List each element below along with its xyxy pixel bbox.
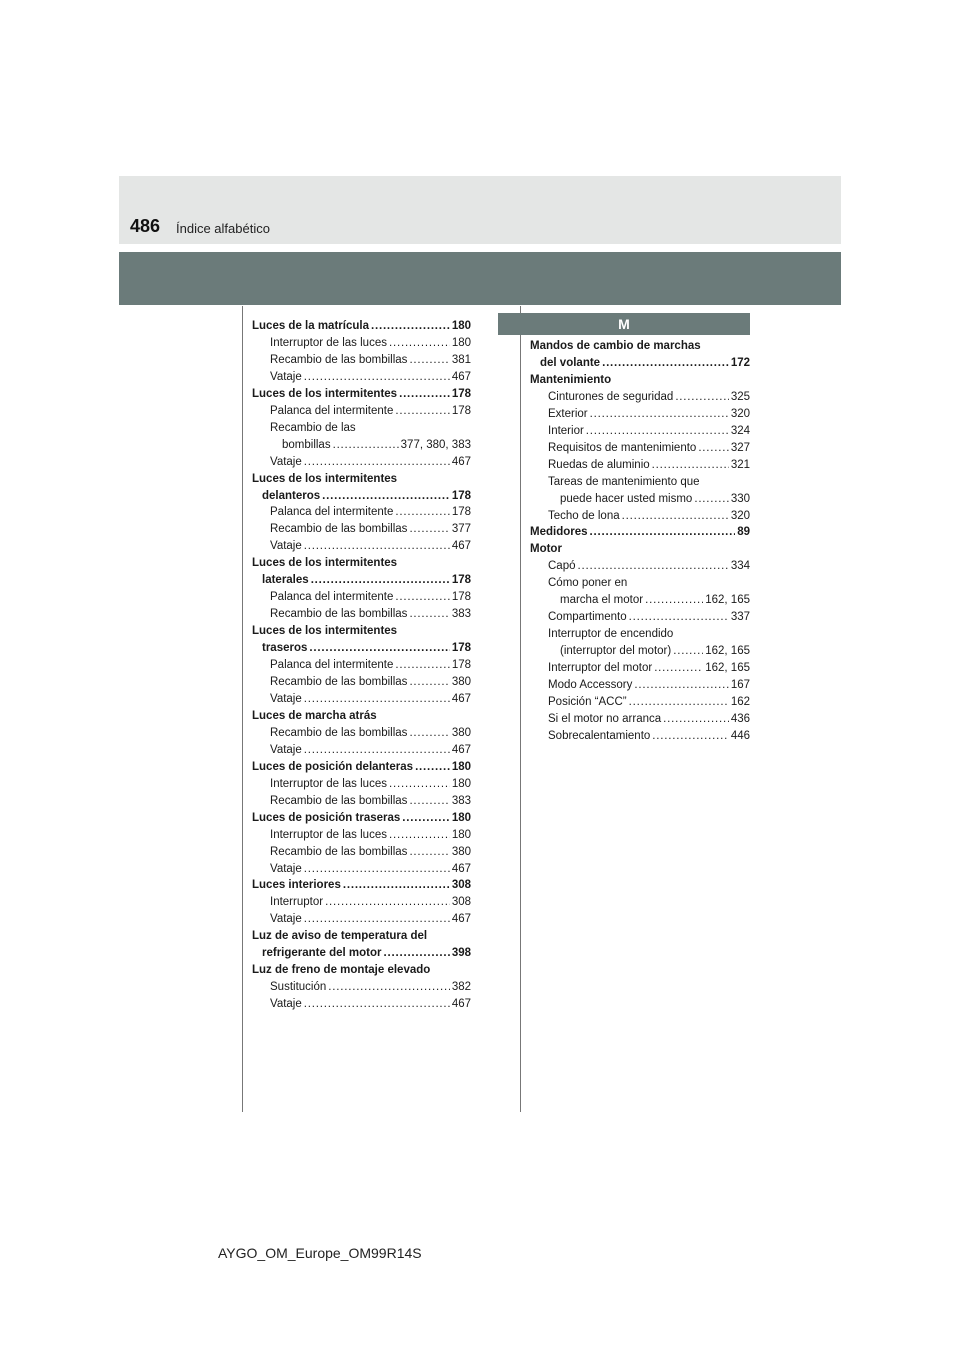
index-term: Recambio de las bombillas — [270, 608, 408, 621]
index-entry — [530, 660, 750, 677]
page-reference: 398 — [451, 947, 471, 960]
index-term: Interruptor del motor — [548, 662, 653, 675]
index-entry — [252, 725, 471, 742]
page-reference: 467 — [451, 692, 471, 705]
index-term: Interruptor de encendido — [548, 628, 674, 641]
index-term: Posición “ACC” — [548, 696, 627, 709]
index-term: Palanca del intermitente — [270, 591, 394, 604]
leader-dots — [384, 945, 450, 962]
page-reference: 178 — [451, 489, 471, 502]
index-term: Interruptor de las luces — [270, 336, 387, 349]
index-term: Vataje — [270, 370, 302, 383]
index-entry — [530, 474, 750, 491]
leader-dots — [622, 508, 729, 525]
index-term: Recambio de las bombillas — [270, 676, 408, 689]
leader-dots — [328, 979, 450, 996]
leader-dots — [409, 606, 449, 623]
index-entry — [252, 420, 471, 437]
page-reference: 383 — [451, 794, 471, 807]
index-entry — [252, 827, 471, 844]
leader-dots — [586, 423, 729, 440]
page-reference: 308 — [451, 879, 471, 892]
index-entry — [530, 541, 750, 558]
leader-dots — [409, 352, 449, 369]
leader-dots — [395, 403, 449, 420]
leader-dots — [304, 538, 450, 555]
index-entry — [530, 372, 750, 389]
page-reference: 467 — [451, 998, 471, 1011]
index-entry — [252, 877, 471, 894]
index-term: Luces de posición traseras — [252, 811, 401, 824]
leader-dots — [304, 691, 450, 708]
index-term: Tareas de mantenimiento que — [548, 475, 700, 488]
index-term: Requisitos de mantenimiento — [548, 441, 697, 454]
page-reference: 321 — [730, 458, 750, 471]
leader-dots — [629, 609, 729, 626]
index-term: Palanca del intermitente — [270, 659, 394, 672]
page-reference: 467 — [451, 913, 471, 926]
page-reference: 178 — [451, 404, 471, 417]
index-term: Luces de los intermitentes — [252, 472, 398, 485]
index-term: Luces de los intermitentes — [252, 387, 398, 400]
page-reference: 178 — [451, 591, 471, 604]
index-entry — [530, 457, 750, 474]
leader-dots — [304, 454, 450, 471]
index-entry — [252, 471, 471, 488]
index-entry — [530, 491, 750, 508]
leader-dots — [389, 335, 450, 352]
index-entry — [530, 626, 750, 643]
page-reference: 162 — [730, 696, 750, 709]
index-term: Cinturones de seguridad — [548, 390, 674, 403]
leader-dots — [698, 440, 729, 457]
leader-dots — [389, 827, 450, 844]
leader-dots — [673, 643, 703, 660]
page-reference: 467 — [451, 862, 471, 875]
page-reference: 377, 380, 383 — [400, 438, 471, 451]
index-term: Vataje — [270, 862, 302, 875]
leader-dots — [415, 759, 450, 776]
page-reference: 381 — [451, 353, 471, 366]
page-reference: 325 — [730, 390, 750, 403]
index-term: Si el motor no arranca — [548, 712, 662, 725]
page-reference: 180 — [451, 828, 471, 841]
page-reference: 467 — [451, 743, 471, 756]
leader-dots — [395, 504, 449, 521]
index-entry — [252, 504, 471, 521]
page-reference: 327 — [730, 441, 750, 454]
index-term: Vataje — [270, 455, 302, 468]
page-reference: 380 — [451, 676, 471, 689]
section-title: Índice alfabético — [176, 221, 270, 236]
index-entry — [530, 524, 750, 541]
index-entry — [252, 606, 471, 623]
index-entry — [530, 575, 750, 592]
index-entry — [530, 609, 750, 626]
leader-dots — [654, 660, 703, 677]
index-term: delanteros — [262, 489, 321, 502]
manual-code: AYGO_OM_Europe_OM99R14S — [218, 1245, 422, 1261]
page-reference: 320 — [730, 509, 750, 522]
page-reference: 180 — [451, 777, 471, 790]
index-term: Vataje — [270, 540, 302, 553]
index-term: Luces de los intermitentes — [252, 557, 398, 570]
column-rule-right — [520, 306, 521, 1112]
index-term: marcha el motor — [560, 594, 644, 607]
index-term: Recambio de las bombillas — [270, 353, 408, 366]
leader-dots — [409, 725, 449, 742]
leader-dots — [602, 355, 729, 372]
leader-dots — [652, 457, 729, 474]
index-entry — [252, 521, 471, 538]
page-reference: 324 — [730, 424, 750, 437]
page-reference: 334 — [730, 560, 750, 573]
index-term: Luces de los intermitentes — [252, 625, 398, 638]
page-reference: 162, 165 — [705, 662, 750, 675]
leader-dots — [409, 674, 449, 691]
letter-heading: M — [498, 313, 750, 335]
index-term: Motor — [530, 543, 562, 556]
page-reference: 178 — [451, 642, 471, 655]
index-entry — [252, 640, 471, 657]
index-term: Vataje — [270, 692, 302, 705]
index-entry — [530, 389, 750, 406]
index-entry — [252, 708, 471, 725]
index-entry — [252, 928, 471, 945]
index-entry — [252, 861, 471, 878]
leader-dots — [371, 318, 450, 335]
index-term: Sustitución — [270, 981, 327, 994]
index-entry — [252, 352, 471, 369]
index-term: (interruptor del motor) — [560, 645, 672, 658]
index-entry — [530, 677, 750, 694]
page-reference: 436 — [730, 712, 750, 725]
index-term: Luces de posición delanteras — [252, 760, 414, 773]
leader-dots — [634, 677, 728, 694]
index-entry — [252, 386, 471, 403]
page-reference: 162, 165 — [705, 645, 750, 658]
index-entry — [530, 694, 750, 711]
index-entry — [252, 538, 471, 555]
page-reference: 467 — [451, 540, 471, 553]
page-reference: 180 — [451, 336, 471, 349]
index-term: Palanca del intermitente — [270, 506, 394, 519]
index-entry — [530, 592, 750, 609]
leader-dots — [333, 437, 399, 454]
index-term: Recambio de las — [270, 421, 356, 434]
index-entry — [530, 406, 750, 423]
index-term: Cómo poner en — [548, 577, 628, 590]
index-term: Interruptor — [270, 896, 324, 909]
index-entry — [252, 691, 471, 708]
index-entry — [252, 335, 471, 352]
index-column-right — [530, 338, 750, 745]
index-entry — [530, 423, 750, 440]
index-entry — [252, 437, 471, 454]
leader-dots — [304, 996, 450, 1013]
index-entry — [252, 793, 471, 810]
leader-dots — [590, 406, 729, 423]
leader-dots — [304, 369, 450, 386]
index-entry — [530, 643, 750, 660]
leader-dots — [325, 894, 450, 911]
index-term: Luz de aviso de temperatura del — [252, 930, 428, 943]
leader-dots — [578, 558, 729, 575]
leader-dots — [304, 861, 450, 878]
page-reference: 178 — [451, 387, 471, 400]
leader-dots — [309, 640, 449, 657]
index-term: Modo Accessory — [548, 679, 633, 692]
index-term: Vataje — [270, 913, 302, 926]
page-reference: 89 — [737, 526, 750, 539]
index-entry — [530, 355, 750, 372]
leader-dots — [402, 810, 450, 827]
index-entry — [252, 894, 471, 911]
index-entry — [252, 589, 471, 606]
index-term: Techo de lona — [548, 509, 620, 522]
index-term: laterales — [262, 574, 309, 587]
index-entry — [252, 454, 471, 471]
page-reference: 320 — [730, 407, 750, 420]
index-term: puede hacer usted mismo — [560, 492, 693, 505]
index-term: refrigerante del motor — [262, 947, 382, 960]
page-reference: 162, 165 — [705, 594, 750, 607]
index-entry — [252, 742, 471, 759]
column-rule-left — [242, 306, 243, 1112]
index-term: Interruptor de las luces — [270, 828, 387, 841]
index-term: Sobrecalentamiento — [548, 729, 651, 742]
page-reference: 330 — [730, 492, 750, 505]
index-term: Exterior — [548, 407, 588, 420]
index-term: Ruedas de aluminio — [548, 458, 650, 471]
leader-dots — [409, 521, 449, 538]
index-term: Mantenimiento — [530, 373, 612, 386]
index-term: Palanca del intermitente — [270, 404, 394, 417]
index-entry — [252, 759, 471, 776]
leader-dots — [409, 844, 449, 861]
page-number: 486 — [130, 216, 161, 236]
leader-dots — [629, 694, 729, 711]
leader-dots — [395, 657, 449, 674]
page-reference: 467 — [451, 370, 471, 383]
page-reference: 446 — [730, 729, 750, 742]
index-entry — [252, 945, 471, 962]
leader-dots — [652, 728, 729, 745]
page-reference: 337 — [730, 611, 750, 624]
index-entry — [252, 555, 471, 572]
leader-dots — [311, 572, 450, 589]
page-reference: 172 — [730, 356, 750, 369]
page-reference: 178 — [451, 659, 471, 672]
index-entry — [252, 674, 471, 691]
leader-dots — [663, 711, 729, 728]
index-entry — [252, 810, 471, 827]
index-entry — [530, 338, 750, 355]
index-entry — [252, 623, 471, 640]
index-term: Interior — [548, 424, 584, 437]
leader-dots — [322, 488, 450, 505]
leader-dots — [343, 877, 450, 894]
index-term: Luces de marcha atrás — [252, 709, 377, 722]
leader-dots — [389, 776, 450, 793]
index-entry — [530, 711, 750, 728]
leader-dots — [694, 491, 728, 508]
index-entry — [252, 488, 471, 505]
page-reference: 178 — [451, 574, 471, 587]
index-entry — [252, 844, 471, 861]
index-entry — [252, 657, 471, 674]
index-entry — [530, 508, 750, 525]
page-reference: 167 — [730, 679, 750, 692]
index-term: Mandos de cambio de marchas — [530, 340, 701, 352]
index-column-left — [252, 318, 471, 1013]
leader-dots — [304, 742, 450, 759]
page-reference: 467 — [451, 455, 471, 468]
index-entry — [530, 440, 750, 457]
leader-dots — [675, 389, 729, 406]
index-term: Recambio de las bombillas — [270, 845, 408, 858]
section-tab-band — [119, 252, 841, 305]
leader-dots — [409, 793, 449, 810]
index-entry — [252, 572, 471, 589]
page-reference: 180 — [451, 320, 471, 332]
leader-dots — [645, 592, 703, 609]
index-entry — [530, 558, 750, 575]
page-reference: 178 — [451, 506, 471, 519]
index-term: Vataje — [270, 743, 302, 756]
page-reference: 383 — [451, 608, 471, 621]
index-term: Capó — [548, 560, 576, 573]
leader-dots — [399, 386, 450, 403]
page-reference: 382 — [451, 981, 471, 994]
index-term: Recambio de las bombillas — [270, 726, 408, 739]
index-term: Interruptor de las luces — [270, 777, 387, 790]
index-entry — [252, 962, 471, 979]
index-entry — [252, 776, 471, 793]
index-term: Vataje — [270, 998, 302, 1011]
index-entry — [252, 369, 471, 386]
page-reference: 308 — [451, 896, 471, 909]
page-reference: 180 — [451, 811, 471, 824]
index-term: Recambio de las bombillas — [270, 523, 408, 536]
index-term: Medidores — [530, 526, 588, 539]
index-entry — [252, 979, 471, 996]
index-term: Luces interiores — [252, 879, 341, 892]
page-reference: 380 — [451, 845, 471, 858]
index-term: Luz de freno de montaje elevado — [252, 964, 431, 977]
index-term: Recambio de las bombillas — [270, 794, 408, 807]
index-term: Luces de la matrícula — [252, 320, 369, 332]
index-entry — [252, 911, 471, 928]
index-entry — [530, 728, 750, 745]
index-term: traseros — [262, 642, 308, 655]
page-reference: 380 — [451, 726, 471, 739]
leader-dots — [395, 589, 449, 606]
index-term: del volante — [540, 356, 601, 369]
page-reference: 180 — [451, 760, 471, 773]
index-term: bombillas — [282, 438, 331, 451]
index-entry — [252, 318, 471, 335]
index-term: Compartimento — [548, 611, 627, 624]
index-entry — [252, 403, 471, 420]
page-reference: 377 — [451, 523, 471, 536]
leader-dots — [590, 524, 736, 541]
leader-dots — [304, 911, 450, 928]
index-entry — [252, 996, 471, 1013]
